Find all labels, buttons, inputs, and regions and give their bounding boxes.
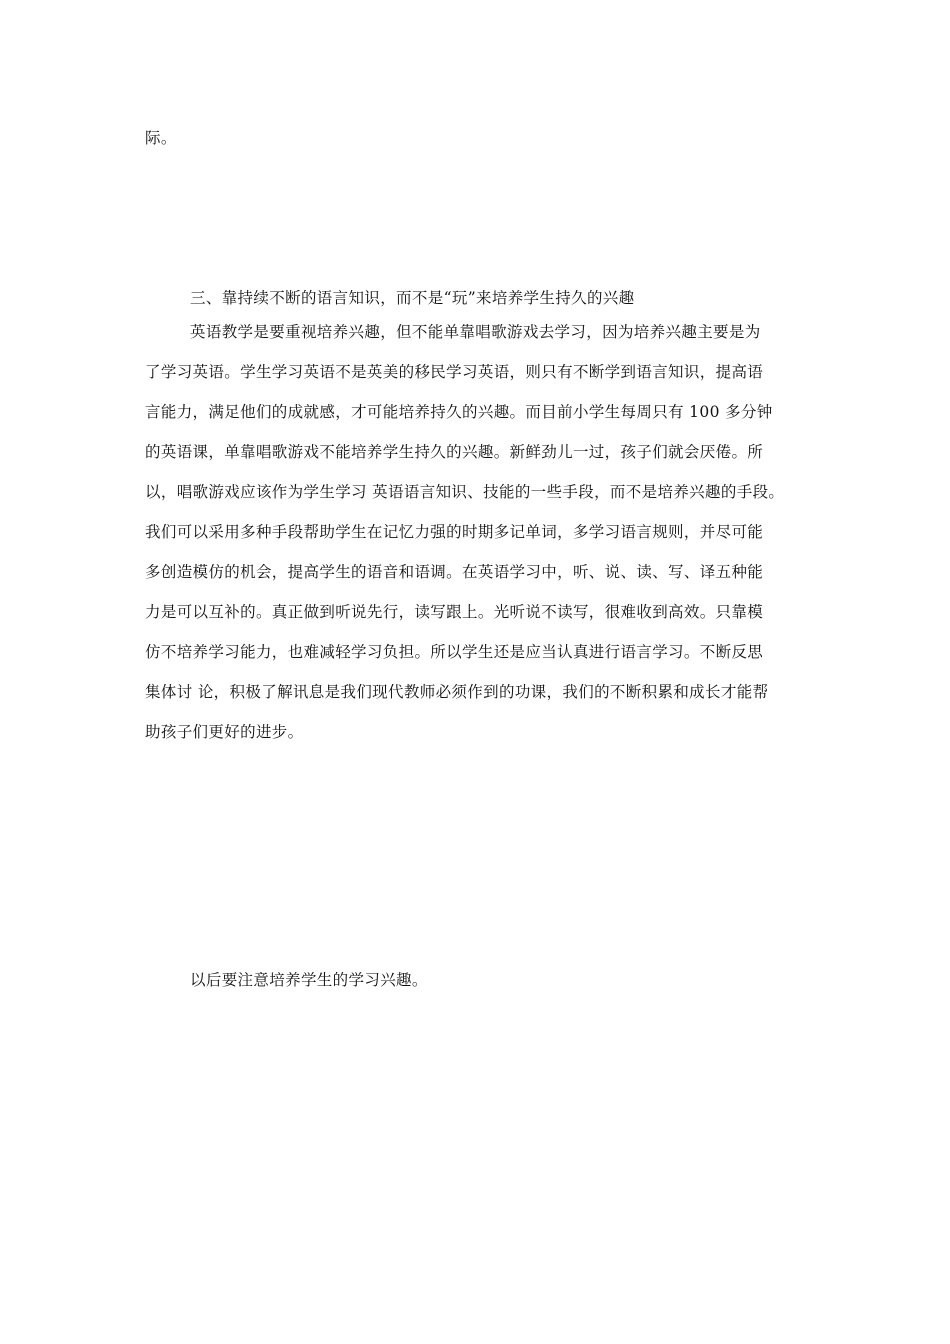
paragraph-line: 我们可以采用多种手段帮助学生在记忆力强的时期多记单词，多学习语言规则，并尽可能 (145, 523, 764, 541)
paragraph-line: 力是可以互补的。真正做到听说先行，读写跟上。光听说不读写，很难收到高效。只靠模 (145, 603, 764, 621)
paragraph-line: 多创造模仿的机会，提高学生的语音和语调。在英语学习中，听、说、读、写、译五种能 (145, 563, 764, 581)
paragraph-line: 以，唱歌游戏应该作为学生学习 英语语言知识、技能的一些手段，而不是培养兴趣的手段。 (145, 483, 785, 501)
paragraph-line: 集体讨 论，积极了解讯息是我们现代教师必须作到的功课，我们的不断积累和成长才能帮 (145, 683, 769, 701)
body-paragraph (0, 322, 950, 762)
paragraph-line: 仿不培养学习能力，也难减轻学习负担。所以学生还是应当认真进行语言学习。不断反思 (145, 643, 764, 661)
closing-note: 以后要注意培养学生的学习兴趣。 (190, 971, 428, 989)
section-heading: 三、靠持续不断的语言知识，而不是“玩”来培养学生持久的兴趣 (190, 289, 635, 307)
paragraph-line: 言能力，满足他们的成就感，才可能培养持久的兴趣。而目前小学生每周只有 100 多分钟 (145, 403, 773, 421)
paragraph-line: 助孩子们更好的进步。 (145, 723, 304, 741)
paragraph-line: 了学习英语。学生学习英语不是英美的移民学习英语，则只有不断学到语言知识，提高语 (145, 363, 764, 381)
paragraph-line: 的英语课，单靠唱歌游戏不能培养学生持久的兴趣。新鲜劲儿一过，孩子们就会厌倦。所 (145, 443, 764, 461)
continuation-text: 际。 (145, 129, 177, 147)
paragraph-line: 英语教学是要重视培养兴趣，但不能单靠唱歌游戏去学习，因为培养兴趣主要是为 (190, 323, 761, 341)
